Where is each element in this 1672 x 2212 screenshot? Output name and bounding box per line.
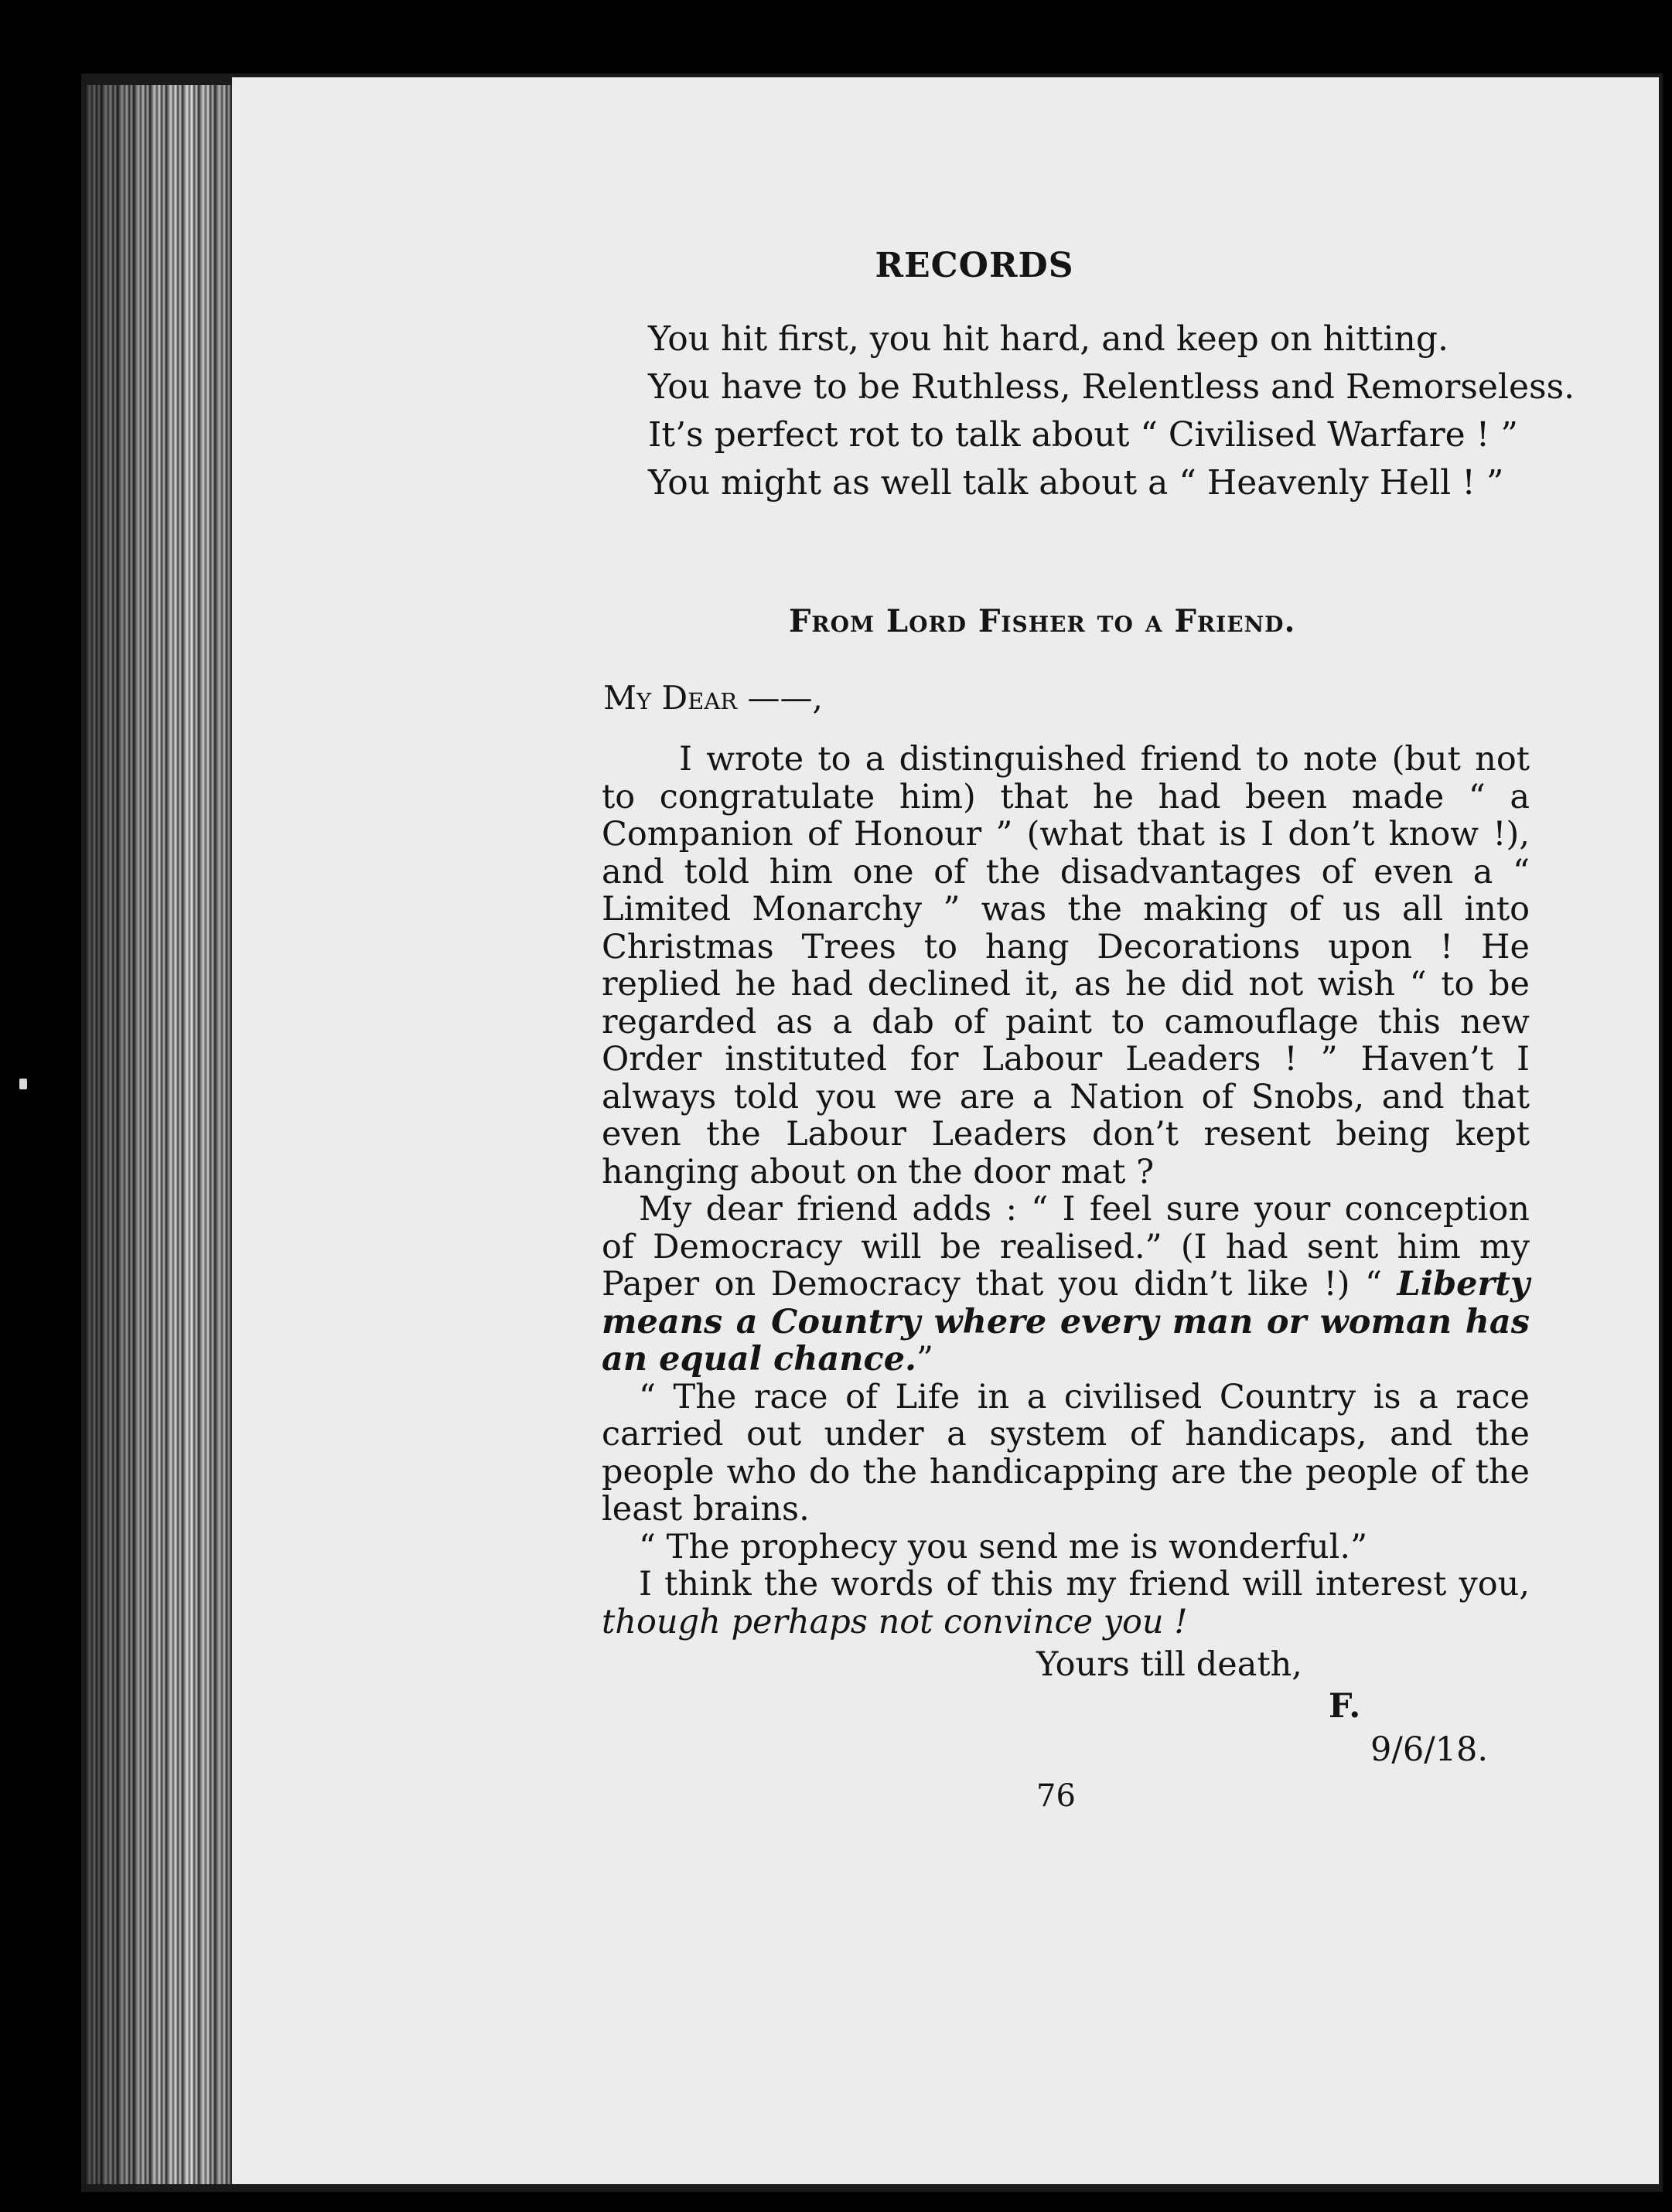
paragraph: “ The prophecy you send me is wonderful.” xyxy=(639,1527,1368,1566)
letter-date: 9/6/18. xyxy=(1370,1730,1489,1769)
italic-text: though perhaps not convince you ! xyxy=(602,1602,1188,1641)
page-number: 76 xyxy=(1036,1778,1076,1814)
italic-quote: Liberty means a Country where every man or woman has an equal chance. xyxy=(602,1265,1530,1379)
running-head: RECORDS xyxy=(875,246,1074,285)
salutation: My Dear ——, xyxy=(603,679,823,717)
paragraph: I wrote to a distinguished friend to note (but not to congratulate him) that he had been made “ a Companion of Honour ” (what that is I don’t know !), and told him one of the disadvantages of even a “ Limited Monarchy ” was the making of us all into Christmas Trees to hang Decorations upon ! He replied he had declined it, as he did not wish “ to be regarded as a dab of paint to camouflage this new Order instituted for Labour Leaders ! ” Haven’t I always told you we are a Nation of Snobs, and that even the Labour Leaders don’t resent being kept hanging about on the door mat ? xyxy=(602,740,1530,1191)
verse-line: You might as well talk about a “ Heavenly Hell ! ” xyxy=(648,463,1504,503)
valediction: Yours till death, xyxy=(1036,1645,1302,1684)
paragraph-text: My dear friend adds : “ I feel sure your conception of Democracy will be realised.” (I had sent him my Paper on Democracy that you didn’t like !) “ xyxy=(602,1190,1530,1304)
closing-quote: ” xyxy=(916,1340,934,1379)
paragraph xyxy=(602,1191,1530,1379)
verse-line: It’s perfect rot to talk about “ Civilised Warfare ! ” xyxy=(648,415,1518,455)
letter-body xyxy=(602,741,1530,1641)
paragraph xyxy=(602,1566,1530,1641)
paragraph-text: I think the words of this my friend will interest you, xyxy=(639,1565,1530,1604)
verse-line: You hit first, you hit hard, and keep on hitting. xyxy=(648,319,1448,359)
paragraph: “ The race of Life in a civilised Country is a race carried out under a system of handicaps, and the people who do the handicapping are the people of the least brains. xyxy=(602,1377,1530,1529)
verse-line: You have to be Ruthless, Relentless and Remorseless. xyxy=(648,367,1575,407)
signature: F. xyxy=(1329,1687,1361,1726)
letter-heading: From Lord Fisher to a Friend. xyxy=(789,603,1296,639)
verse-block xyxy=(648,315,1576,507)
